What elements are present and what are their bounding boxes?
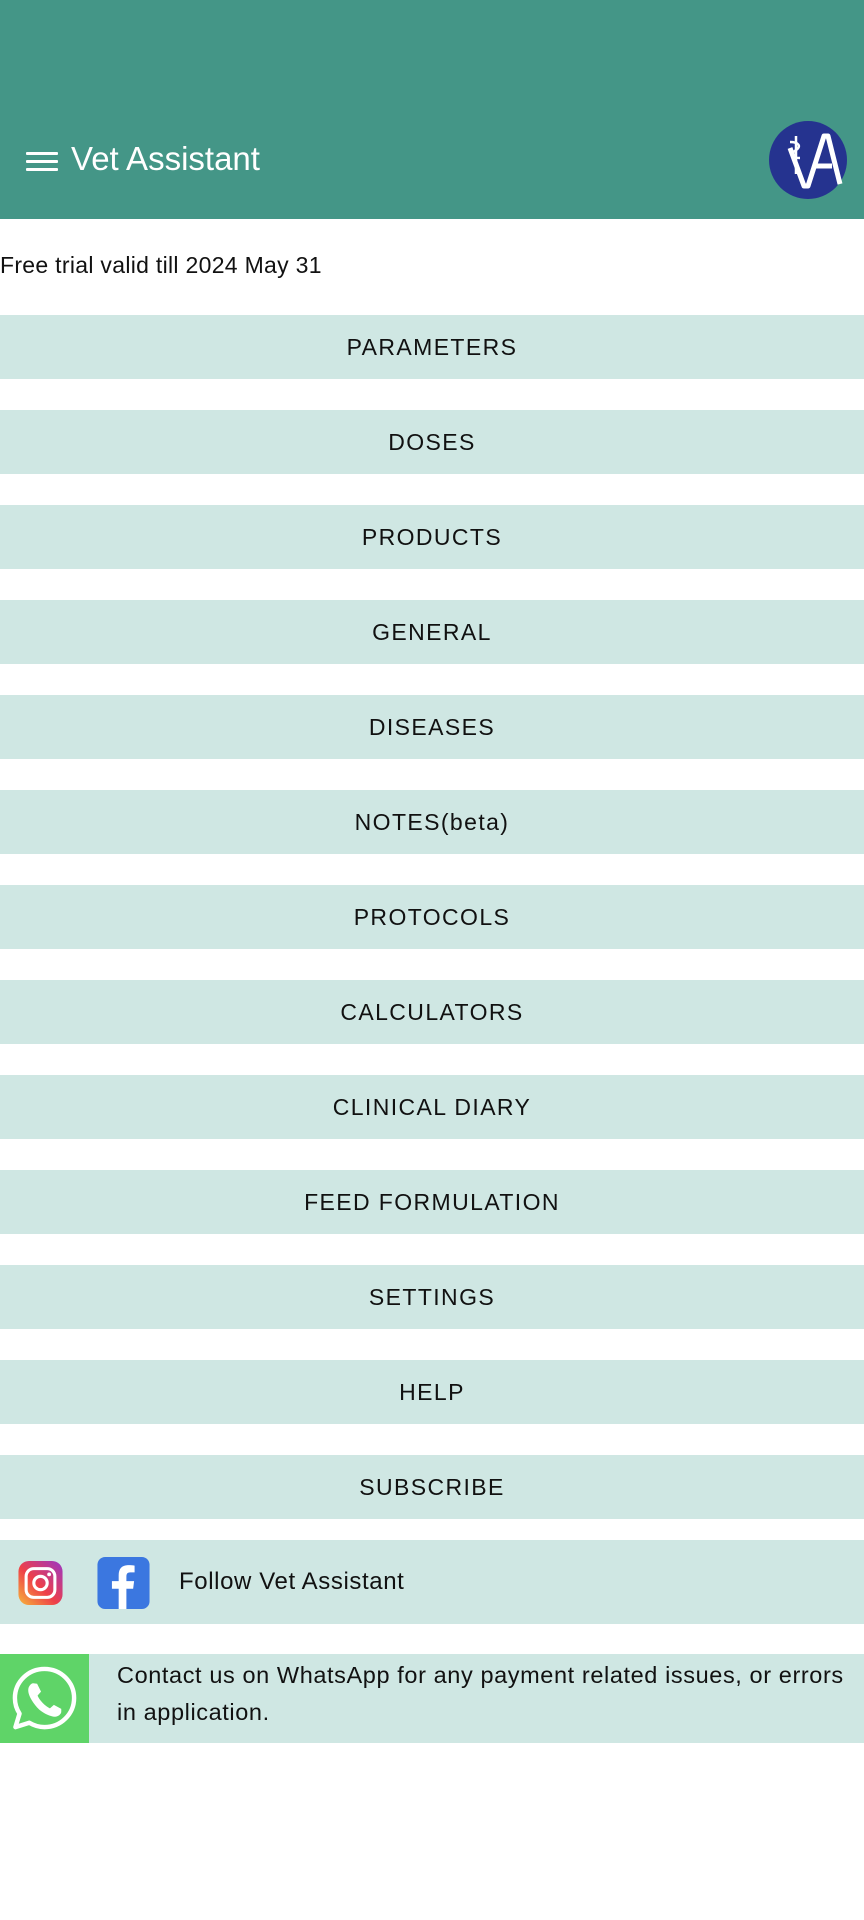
- menu-item-settings[interactable]: SETTINGS: [0, 1265, 864, 1329]
- menu-item-parameters[interactable]: PARAMETERS: [0, 315, 864, 379]
- follow-vet-assistant-label[interactable]: Follow Vet Assistant: [179, 1568, 405, 1595]
- menu-item-doses[interactable]: DOSES: [0, 410, 864, 474]
- menu-item-feed-formulation[interactable]: FEED FORMULATION: [0, 1170, 864, 1234]
- menu-item-notes-beta[interactable]: NOTES(beta): [0, 790, 864, 854]
- menu-item-help[interactable]: HELP: [0, 1360, 864, 1424]
- menu-item-diseases[interactable]: DISEASES: [0, 695, 864, 759]
- menu-item-products[interactable]: PRODUCTS: [0, 505, 864, 569]
- app-bar: [0, 0, 864, 219]
- whatsapp-icon[interactable]: [9, 1663, 80, 1734]
- app-title: Vet Assistant: [71, 140, 260, 177]
- menu-item-general[interactable]: GENERAL: [0, 600, 864, 664]
- menu-item-clinical-diary[interactable]: CLINICAL DIARY: [0, 1075, 864, 1139]
- menu-item-protocols[interactable]: PROTOCOLS: [0, 885, 864, 949]
- vet-assistant-logo-icon[interactable]: [768, 120, 848, 200]
- instagram-icon[interactable]: [17, 1560, 64, 1606]
- menu-item-subscribe[interactable]: SUBSCRIBE: [0, 1455, 864, 1519]
- hamburger-menu-icon[interactable]: [22, 146, 62, 178]
- trial-notice: Free trial valid till 2024 May 31: [0, 252, 322, 278]
- facebook-icon[interactable]: [96, 1556, 151, 1610]
- menu-item-calculators[interactable]: CALCULATORS: [0, 980, 864, 1044]
- whatsapp-contact-text[interactable]: Contact us on WhatsApp for any payment related issues, or errors in application.: [117, 1662, 844, 1725]
